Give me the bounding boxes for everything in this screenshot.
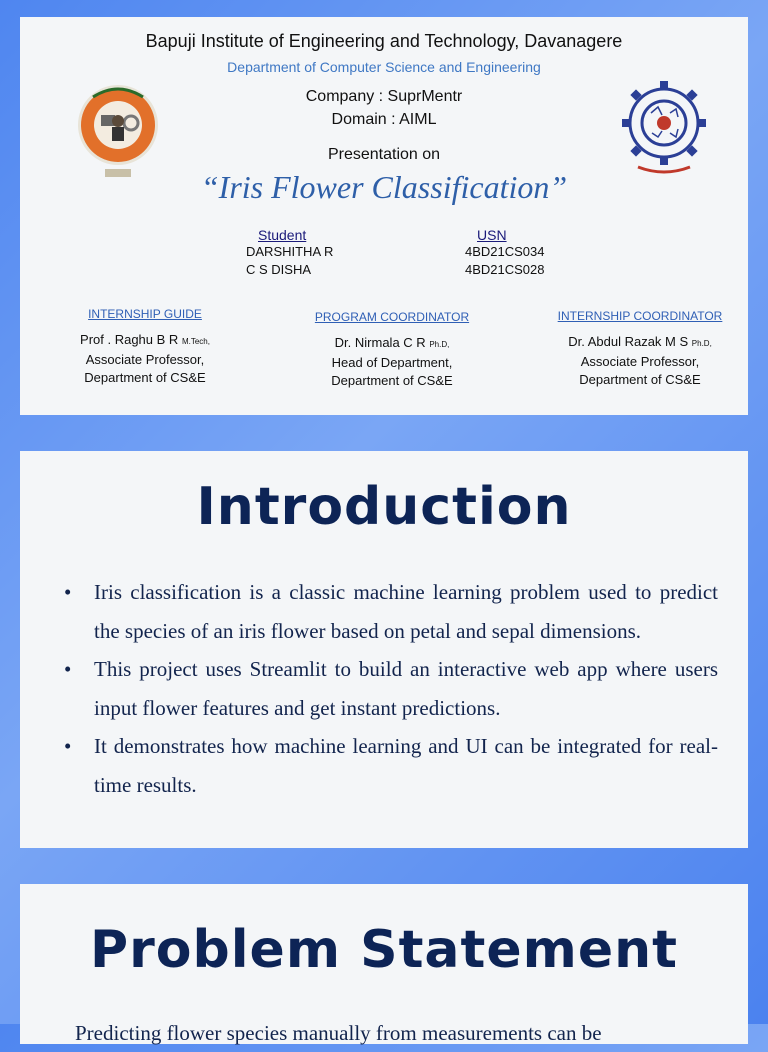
introduction-bullet-list	[64, 573, 718, 804]
bullet-icon: •	[64, 657, 72, 681]
guide-dept: Department of CS&E	[84, 370, 206, 385]
presentation-title: “Iris Flower Classification”	[200, 169, 568, 205]
student-name: DARSHITHA R	[246, 244, 334, 259]
guide-name: Prof . Raghu B R	[80, 332, 179, 347]
program-coordinator-block	[297, 308, 487, 390]
internship-coordinator-degree: Ph.D,	[691, 339, 712, 348]
program-coordinator-role: Head of Department,	[331, 355, 453, 370]
program-coordinator-dept: Department of CS&E	[331, 373, 453, 388]
student-header: Student	[258, 227, 307, 243]
internship-coordinator-role: Associate Professor,	[580, 354, 700, 369]
internship-coordinator-header: INTERNSHIP COORDINATOR	[557, 309, 723, 323]
department-name: Department of Computer Science and Engineering	[227, 59, 541, 75]
presentation-on-label: Presentation on	[327, 146, 441, 163]
student-usn: 4BD21CS034	[465, 244, 545, 259]
internship-coordinator-dept: Department of CS&E	[579, 372, 701, 387]
internship-coordinator-name: Dr. Abdul Razak M S	[568, 334, 689, 349]
internship-coordinator-block	[545, 307, 735, 389]
list-item	[64, 573, 718, 650]
guide-degree: M.Tech,	[181, 337, 210, 346]
student-column	[246, 227, 333, 279]
internship-guide-block	[60, 305, 230, 387]
internship-guide-header: INTERNSHIP GUIDE	[88, 307, 202, 321]
bullet-text: It demonstrates how machine learning and UI can be integrated for real-time results.	[94, 734, 718, 797]
domain-label: Domain : AIML	[331, 111, 437, 128]
guide-role: Associate Professor,	[85, 352, 205, 367]
company-label: Company : SuprMentr	[305, 88, 463, 105]
program-coordinator-header: PROGRAM COORDINATOR	[314, 310, 470, 324]
list-item	[64, 650, 718, 727]
student-usn: 4BD21CS028	[465, 262, 545, 277]
bullet-icon: •	[64, 580, 72, 604]
student-name: C S DISHA	[246, 262, 312, 277]
problem-statement-slide	[20, 884, 748, 1044]
usn-header: USN	[477, 227, 507, 243]
bullet-text: Iris classification is a classic machine learning problem used to predict the species of an iris flower based on petal and sepal dimensions.	[94, 580, 718, 643]
title-slide	[20, 17, 748, 415]
introduction-slide	[20, 451, 748, 848]
bullet-text: This project uses Streamlit to build an interactive web app where users input flower features and get instant predictions.	[94, 657, 718, 720]
usn-column	[465, 227, 545, 279]
introduction-heading: Introduction	[196, 477, 572, 537]
program-coordinator-name: Dr. Nirmala C R	[334, 335, 426, 350]
problem-statement-text: Predicting flower species manually from measurements can be	[75, 1021, 602, 1045]
problem-statement-heading: Problem Statement	[90, 920, 678, 980]
list-item	[64, 727, 718, 804]
institute-name: Bapuji Institute of Engineering and Technology, Davanagere	[145, 31, 623, 51]
program-coordinator-degree: Ph.D,	[429, 340, 450, 349]
bullet-icon: •	[64, 734, 72, 758]
